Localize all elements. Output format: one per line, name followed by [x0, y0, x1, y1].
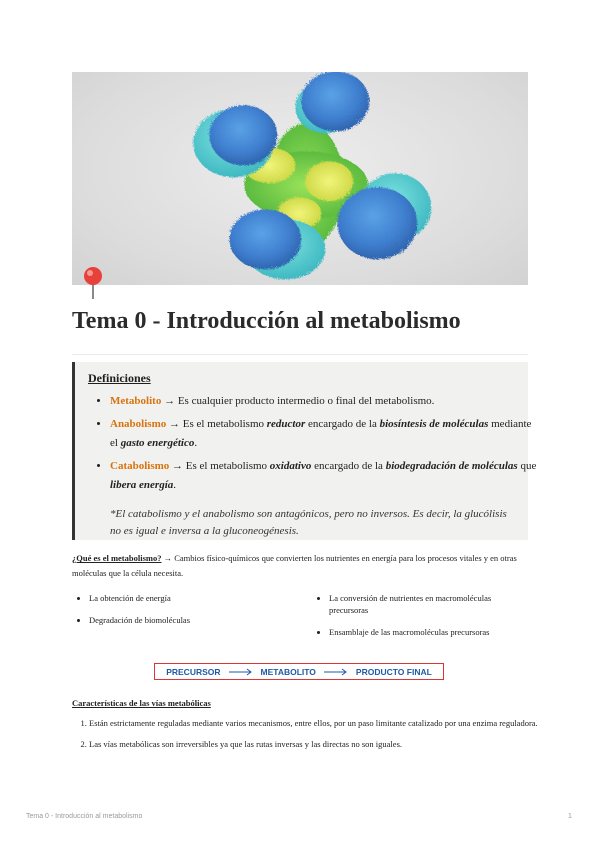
metabolic-flow-box [154, 663, 444, 680]
functions-list-left [72, 592, 299, 636]
callout-title: Definiciones [88, 371, 151, 385]
list-item: • La obtención de energía [89, 592, 299, 604]
arrow-right-icon [229, 668, 253, 676]
definition-term: Metabolito [110, 395, 162, 407]
definition-text: → Es cualquier producto intermedio o final del metabolismo. [161, 395, 435, 407]
list-item: 2. Las vías metabólicas son irreversibles ya que las rutas inversas y las directas no son iguales. [89, 737, 545, 752]
definitions-callout [72, 362, 537, 540]
protein-structure-illustration [72, 72, 528, 285]
list-item: • La conversión de nutrientes en macromoléculas precursoras [329, 592, 529, 616]
definitions-list [88, 392, 540, 499]
characteristics-list [72, 716, 545, 758]
round-pushpin-icon [82, 266, 104, 300]
definition-item [110, 392, 540, 411]
arrow-right-icon [324, 668, 348, 676]
definition-item [110, 415, 540, 453]
definition-term: Anabolismo [110, 418, 167, 430]
question-answer: → Cambios físico-químicos que convierten los nutrientes en energía para los procesos vitales y en otras moléculas que la célula necesita. [72, 553, 517, 578]
definition-text: → Es el metabolismo oxidativo encargado de la biodegradación de moléculas que libera energía. [110, 460, 537, 491]
list-item: • Ensamblaje de las macromoléculas precursoras [329, 626, 529, 638]
page-number: 1 [568, 813, 572, 820]
definition-item [110, 457, 540, 495]
cover-image [72, 72, 528, 285]
flow-step: PRECURSOR [166, 666, 221, 677]
title-divider [72, 354, 528, 355]
callout-note: *El catabolismo y el anabolismo son antagónicos, pero no inversos. Es decir, la glucólisis no es igual e inversa a la gluconeogénesis. [110, 508, 507, 537]
definition-term: Catabolismo [110, 460, 170, 472]
flow-step: PRODUCTO FINAL [355, 666, 432, 677]
list-item: • Degradación de biomoléculas [89, 614, 299, 626]
functions-list-right [312, 592, 529, 648]
list-item: 1. Están estrictamente reguladas mediante varios mecanismos, entre ellos, por un paso limitante catalizado por una enzima reguladora. [89, 716, 545, 731]
question-label: ¿Qué es el metabolismo? [72, 553, 162, 563]
metabolism-question [72, 551, 528, 581]
footer-title: Tema 0 - Introducción al metabolismo [26, 813, 143, 820]
definition-text: → Es el metabolismo reductor encargado de la biosíntesis de moléculas mediante el gasto energético. [110, 418, 532, 449]
characteristics-heading: Características de las vías metabólicas [72, 698, 211, 708]
page-title: Tema 0 - Introducción al metabolismo [72, 308, 461, 334]
flow-step: METABOLITO [260, 666, 316, 677]
